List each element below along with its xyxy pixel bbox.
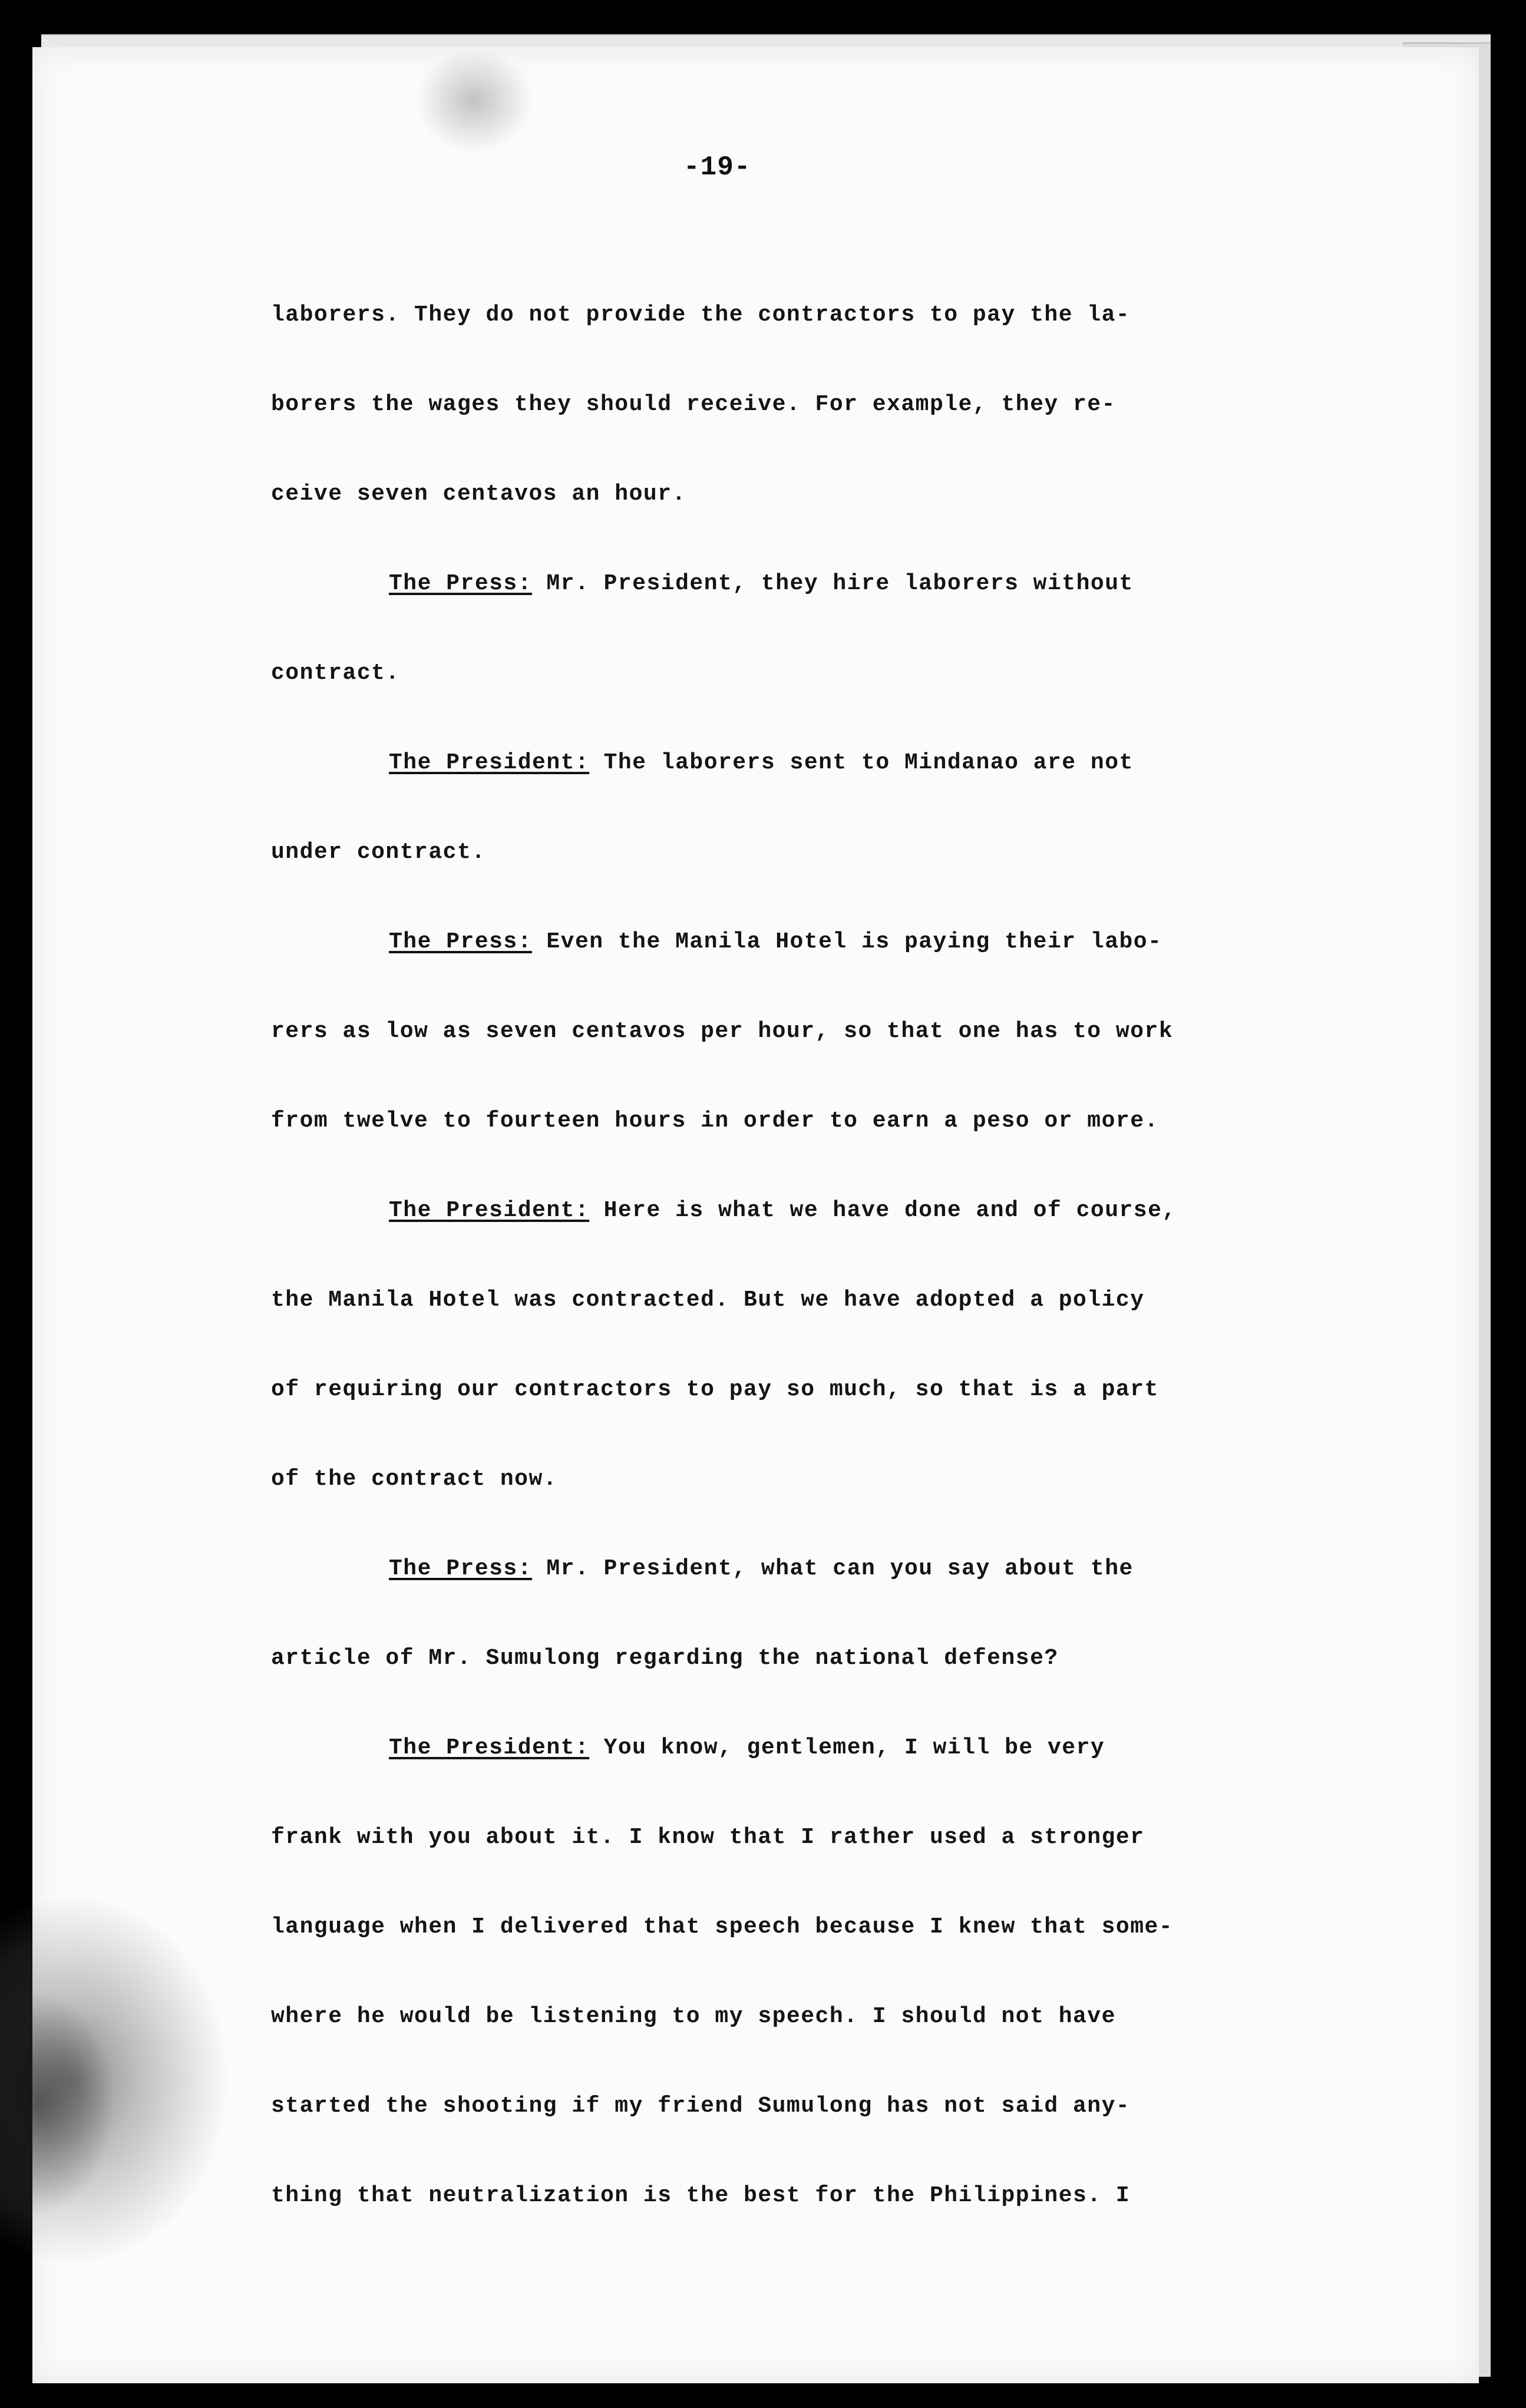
line-text: laborers. They do not provide the contractors to pay the la- (271, 302, 1131, 328)
page-number: -19- (683, 152, 751, 183)
speaker-label: The Press: (389, 571, 533, 596)
text-line (271, 1820, 1320, 1910)
text-line (271, 2089, 1320, 2178)
line-text: rers as low as seven centavos per hour, so that one has to work (271, 1019, 1174, 1044)
line-text: under contract. (271, 840, 486, 865)
line-text: article of Mr. Sumulong regarding the national defense? (271, 1646, 1059, 1671)
line-text: Here is what we have done and of course, (589, 1198, 1177, 1223)
text-line (271, 1641, 1320, 1730)
text-line (271, 387, 1320, 477)
line-text: language when I delivered that speech because I knew that some- (271, 1914, 1174, 1940)
line-text: The laborers sent to Mindanao are not (589, 750, 1134, 775)
text-line (271, 835, 1320, 924)
text-line (271, 1372, 1320, 1462)
line-text: started the shooting if my friend Sumulong has not said any- (271, 2093, 1131, 2119)
text-line (271, 1730, 1320, 1820)
text-line (271, 656, 1320, 745)
text-line (271, 1014, 1320, 1104)
line-text: the Manila Hotel was contracted. But we have adopted a policy (271, 1287, 1145, 1313)
line-text: frank with you about it. I know that I rather used a stronger (271, 1825, 1145, 1850)
ink-smudge (415, 47, 533, 153)
line-text: borers the wages they should receive. For example, they re- (271, 392, 1116, 417)
line-text: Even the Manila Hotel is paying their labo- (532, 929, 1162, 954)
line-text: Mr. President, what can you say about the (532, 1556, 1134, 1581)
line-text: where he would be listening to my speech. I should not have (271, 2004, 1116, 2029)
text-line (271, 1104, 1320, 1193)
line-text: from twelve to fourteen hours in order to earn a peso or more. (271, 1108, 1159, 1134)
line-text: thing that neutralization is the best for the Philippines. I (271, 2183, 1131, 2208)
text-line (271, 477, 1320, 566)
text-line (271, 1193, 1320, 1283)
text-line (271, 1462, 1320, 1551)
speaker-label: The Press: (389, 1556, 533, 1581)
text-line (271, 924, 1320, 1014)
text-line (271, 298, 1320, 387)
speaker-label: The President: (389, 750, 590, 775)
ink-smudge (0, 1991, 115, 2215)
transcript-body (271, 298, 1320, 2268)
text-line (271, 745, 1320, 835)
line-text: of the contract now. (271, 1466, 558, 1492)
text-line (271, 1999, 1320, 2089)
text-line (271, 1910, 1320, 1999)
text-line (271, 2178, 1320, 2268)
speaker-label: The President: (389, 1735, 590, 1760)
text-line (271, 566, 1320, 656)
speaker-label: The President: (389, 1198, 590, 1223)
text-line (271, 1283, 1320, 1372)
line-text: ceive seven centavos an hour. (271, 481, 686, 507)
line-text: contract. (271, 660, 400, 686)
speaker-label: The Press: (389, 929, 533, 954)
line-text: You know, gentlemen, I will be very (589, 1735, 1105, 1760)
line-text: of requiring our contractors to pay so much, so that is a part (271, 1377, 1159, 1402)
text-line (271, 1551, 1320, 1641)
ink-smudge (0, 1897, 227, 2262)
line-text: Mr. President, they hire laborers without (532, 571, 1134, 596)
